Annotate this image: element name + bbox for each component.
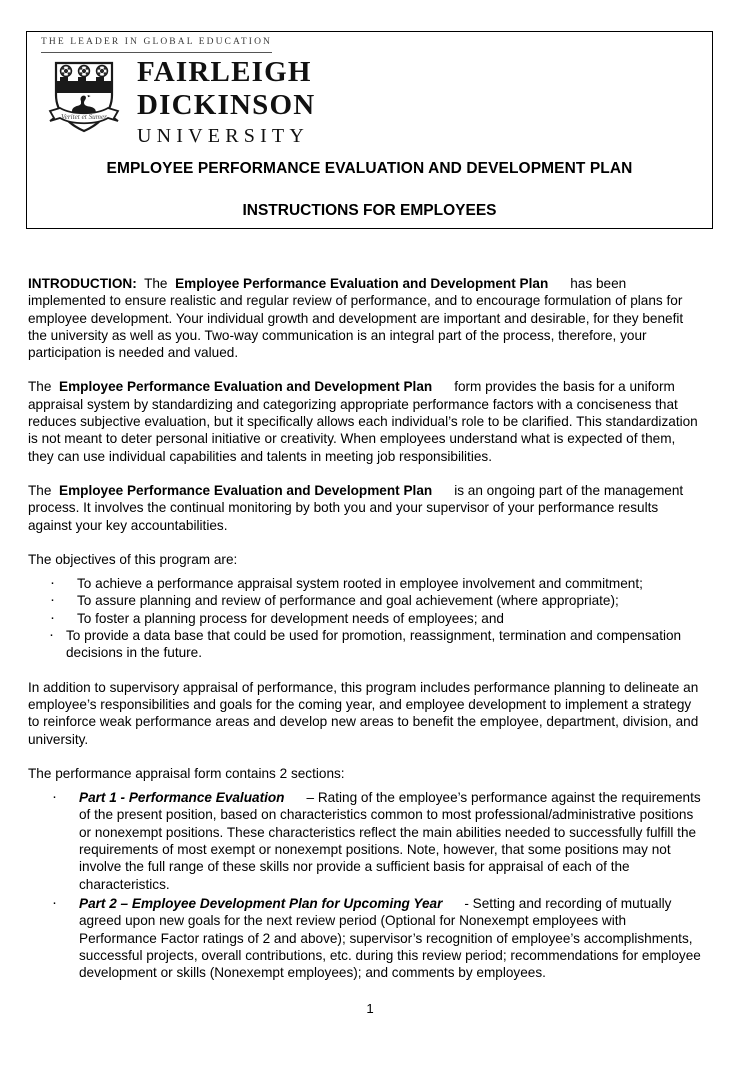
- objectives-lead-in: The objectives of this program are:: [28, 551, 238, 567]
- part-2-text: - Setting and recording of mutually agreed upon new goals for the next review period (Optional for Nonexempt employees with Performance Factor ratings of 2 and above); supervisor’s recognition of employee’s accomplishments, successful projects, overall contributions, etc. during this review period; recommendations for employee development or skills (Nonexempt employees); and comments by employees.: [79, 895, 701, 981]
- university-wordmark: [137, 58, 315, 146]
- crest-motto-text: Veritet et Sumer: [61, 113, 107, 121]
- wordmark-university: UNIVERSITY: [137, 125, 309, 147]
- plan-name-bold-2: Employee Performance Evaluation and Development Plan: [59, 379, 433, 395]
- wordmark-fairleigh: FAIRLEIGH: [137, 56, 312, 88]
- para3-text-before: The: [28, 482, 52, 498]
- paragraph-form-basis: [28, 378, 703, 464]
- sections-lead-in: The performance appraisal form contains 2 sections:: [28, 765, 345, 781]
- part-1-heading: Part 1 - Performance Evaluation: [79, 790, 285, 806]
- letterhead-header-box: [26, 31, 713, 229]
- document-body: [28, 275, 703, 983]
- list-item: · To provide a data base that could be used for promotion, reassignment, termination and compensation decisions in the future.: [28, 627, 703, 662]
- objectives-list: [28, 575, 703, 661]
- form-sections-list: [28, 789, 703, 981]
- page-number: 1: [366, 1001, 374, 1016]
- document-title: EMPLOYEE PERFORMANCE EVALUATION AND DEVELOPMENT PLAN: [106, 160, 633, 177]
- list-item: · To assure planning and review of performance and goal achievement (where appropriate);: [28, 592, 703, 609]
- part-2-heading: Part 2 – Employee Development Plan for Upcoming Year: [79, 895, 443, 911]
- list-item: · To foster a planning process for development needs of employees; and: [28, 610, 703, 627]
- paragraph-ongoing-process: [28, 482, 703, 534]
- paragraph-performance-planning: In addition to supervisory appraisal of performance, this program includes performance planning to delineate an employee’s responsibilities and goals for the coming year, and employee development to implement a strategy to reinforce weak performance areas and develop new areas to benefit the employee, department, division, and university.: [28, 679, 699, 747]
- list-item-part-2: [28, 895, 703, 981]
- document-subtitle: INSTRUCTIONS FOR EMPLOYEES: [242, 202, 497, 219]
- list-item-part-1: [28, 789, 703, 893]
- introduction-label: INTRODUCTION:: [28, 276, 137, 291]
- fairleigh-dickinson-crest-icon: [42, 55, 126, 139]
- part-1-text: – Rating of the employee’s performance against the requirements of the present position, based on characteristics common to most professional/administrative positions or nonexempt positions. These characteristics reflect the main abilities needed to successfully fulfill the requirements of most exempt or nonexempt positions. Note, however, that some positions may not involve the full range of these skills nor provide a sufficient basis for appraisal of each of the characteristics.: [79, 790, 701, 892]
- paragraph-introduction: [28, 275, 703, 361]
- introduction-text-before: The: [144, 276, 168, 291]
- plan-name-bold-3: Employee Performance Evaluation and Development Plan: [59, 482, 433, 498]
- introduction-text-after: has been implemented to ensure realistic and regular review of performance, and to encourage formulation of plans for employee development. Your individual growth and development are important and desirable, for they benefit the university as well as you. Two-way communication is an integral part of the process, therefore, your participation is needed and valued.: [28, 276, 684, 361]
- wordmark-dickinson: DICKINSON: [137, 89, 316, 121]
- para2-text-before: The: [28, 379, 52, 395]
- tagline-divider: [41, 52, 272, 53]
- list-item: · To achieve a performance appraisal system rooted in employee involvement and commitment;: [28, 575, 703, 592]
- university-tagline: THE LEADER IN GLOBAL EDUCATION: [41, 37, 272, 47]
- plan-name-bold-1: Employee Performance Evaluation and Development Plan: [175, 276, 549, 291]
- para3-text-after: is an ongoing part of the management process. It involves the continual monitoring by both you and your supervisor of your performance results against your key accountabilities.: [28, 482, 684, 533]
- para2-text-after: form provides the basis for a uniform appraisal system by standardizing and categorizing appropriate performance factors with a conciseness that reduces subjective evaluation, but it specifically allows each individual’s role to be clarified. This standardization is not meant to deter personal initiative or creativity. When employees understand what is expected of them, they can use individual capabilities and talents in meeting job responsibilities.: [28, 379, 698, 464]
